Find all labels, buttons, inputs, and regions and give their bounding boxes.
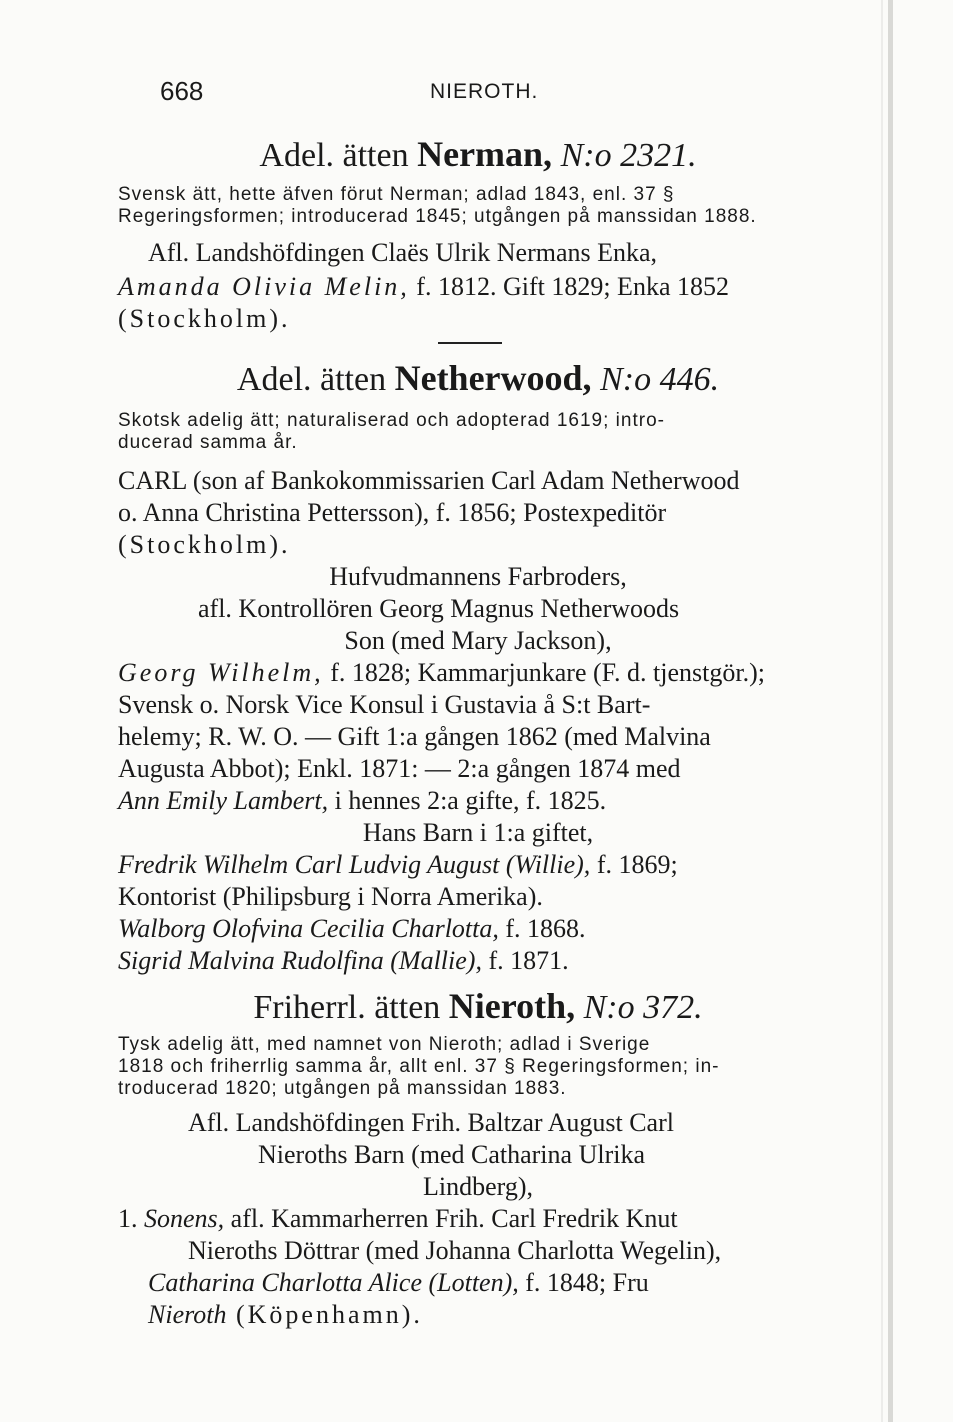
entry-line: Catharina Charlotta Alice (Lotten), f. 1848; Fru [148,1268,649,1297]
entry-line: Sigrid Malvina Rudolfina (Mallie), f. 1871. [118,946,569,975]
entry-line: Afl. Landshöfdingen Frih. Baltzar August Carl [188,1108,674,1137]
page-edge [888,0,893,1422]
entry-line: helemy; R. W. O. — Gift 1:a gången 1862 (med Malvina [118,722,711,751]
entry-line: Nieroth (Köpenhamn). [148,1300,423,1329]
entry-line: CARL (son af Bankokommissarien Carl Adam Netherwood [118,466,740,495]
entry-line: Walborg Olofvina Cecilia Charlotta, f. 1868. [118,914,586,943]
section-intro-line: Skotsk adelig ätt; naturaliserad och adopterad 1619; intro- [118,410,665,431]
section-intro-line: troducerad 1820; utgången på manssidan 1883. [118,1078,567,1099]
entry-line: Nieroths Barn (med Catharina Ulrika [258,1140,645,1169]
entry-line: o. Anna Christina Pettersson), f. 1856; Postexpeditör [118,498,667,527]
entry-line: Amanda Olivia Melin, f. 1812. Gift 1829; Enka 1852 [118,272,729,301]
section-intro-line: ducerad samma år. [118,432,298,453]
entry-line: Fredrik Wilhelm Carl Ludvig August (Willie), f. 1869; [118,850,678,879]
entry-line: Nieroths Döttrar (med Johanna Charlotta Wegelin), [188,1236,722,1265]
entry-line: Son (med Mary Jackson), [344,626,612,655]
section-intro-line: Svensk ätt, hette äfven förut Nerman; adlad 1843, enl. 37 § [118,184,675,205]
entry-line: 1. Sonens, afl. Kammarherren Frih. Carl Fredrik Knut [118,1204,678,1233]
entry-line: Augusta Abbot); Enkl. 1871: — 2:a gången 1874 med [118,754,681,783]
page-header [160,76,539,116]
entry-line: Hufvudmannens Farbroders, [329,562,627,591]
entry-line: Afl. Landshöfdingen Claës Ulrik Nermans Enka, [148,238,658,267]
section-intro-line: Regeringsformen; introducerad 1845; utgången på manssidan 1888. [118,206,757,227]
section-intro-line: 1818 och friherrlig samma år, allt enl. 37 § Regeringsformen; in- [118,1056,720,1077]
entry-line: Kontorist (Philipsburg i Norra Amerika). [118,882,543,911]
entry-line: (Stockholm). [118,530,291,559]
entry-line: afl. Kontrollören Georg Magnus Netherwoods [198,594,680,623]
page-edge-shadow [881,0,883,1422]
section-heading-netherwood: Adel. ätten Netherwood, N:o 446. [236,358,720,398]
section-heading-nerman: Adel. ätten Nerman, N:o 2321. [259,134,697,174]
entry-line: Hans Barn i 1:a giftet, [362,818,594,847]
entry-line: (Stockholm). [118,304,291,333]
running-head: NIEROTH. [430,80,539,103]
section-divider [438,342,502,344]
entry-line: Georg Wilhelm, f. 1828; Kammarjunkare (F. d. tjenstgör.); [118,658,765,687]
entry-line: Svensk o. Norsk Vice Konsul i Gustavia å S:t Bart- [118,690,651,719]
entry-line: Ann Emily Lambert, i hennes 2:a gifte, f. 1825. [118,786,607,815]
entry-line: Lindberg), [423,1172,533,1201]
section-heading-nieroth: Friherrl. ätten Nieroth, N:o 372. [253,986,703,1026]
page-number: 668 [160,76,204,106]
section-intro-line: Tysk adelig ätt, med namnet von Nieroth; adlad i Sverige [118,1034,651,1055]
